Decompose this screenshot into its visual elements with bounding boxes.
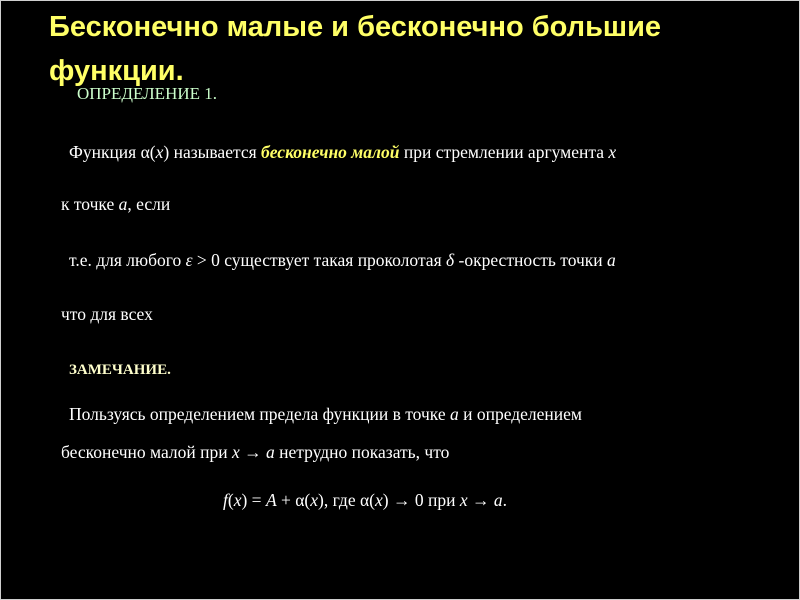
text-segment: при стремлении аргумента: [399, 142, 609, 162]
variable-x: x: [310, 490, 319, 510]
remark-line-1: [69, 403, 582, 425]
text-segment: (: [227, 490, 234, 510]
definition-line-3: [69, 249, 616, 271]
variable-x: x: [608, 142, 617, 162]
definition-line-2: [61, 193, 170, 215]
text-segment: + α(: [276, 490, 311, 510]
text-segment: т.е. для любого: [69, 250, 186, 270]
variable-a: a: [493, 490, 503, 510]
variable-a: a: [449, 404, 459, 424]
slide-title: Бесконечно малые и бесконечно большие функции.: [49, 11, 662, 87]
variable-A: A: [265, 490, 277, 510]
text-segment: →: [467, 490, 494, 510]
variable-a: a: [118, 194, 128, 214]
text-segment: -окрестность точки: [454, 250, 608, 270]
variable-a: a: [607, 250, 616, 270]
variable-epsilon: ε: [185, 250, 193, 270]
text-segment: ), где α(: [318, 490, 375, 510]
variable-a: a: [265, 442, 275, 462]
text-segment: нетрудно показать, что: [274, 442, 450, 462]
text-segment: Пользуясь определением предела функции в точке: [69, 404, 450, 424]
variable-delta: δ: [446, 250, 455, 270]
variable-x: x: [233, 490, 242, 510]
definition-label: ОПРЕДЕЛЕНИЕ 1.: [77, 84, 218, 103]
text-segment: бесконечно малой при: [61, 442, 232, 462]
text-segment: .: [502, 490, 507, 510]
remark-line-2: [61, 441, 449, 463]
definition-line-4: что для всех: [61, 304, 153, 324]
text-segment: и определением: [458, 404, 582, 424]
variable-x: x: [231, 442, 240, 462]
text-segment: Функция α(: [69, 142, 156, 162]
variable-x: x: [155, 142, 164, 162]
definition-line-1: [69, 141, 616, 163]
arrow-symbol: →: [239, 442, 266, 462]
text-segment: ) → 0 при: [382, 490, 460, 510]
remark-formula: [223, 489, 507, 511]
text-segment: > 0 существует такая проколотая: [192, 250, 446, 270]
highlighted-term: бесконечно малой: [261, 142, 400, 162]
text-segment: ) =: [241, 490, 266, 510]
text-segment: к точке: [61, 194, 119, 214]
variable-f: f: [223, 490, 228, 510]
text-segment: , если: [127, 194, 171, 214]
variable-x: x: [374, 490, 383, 510]
variable-x: x: [459, 490, 468, 510]
text-segment: ) называется: [163, 142, 262, 162]
remark-label: ЗАМЕЧАНИЕ.: [69, 362, 171, 378]
